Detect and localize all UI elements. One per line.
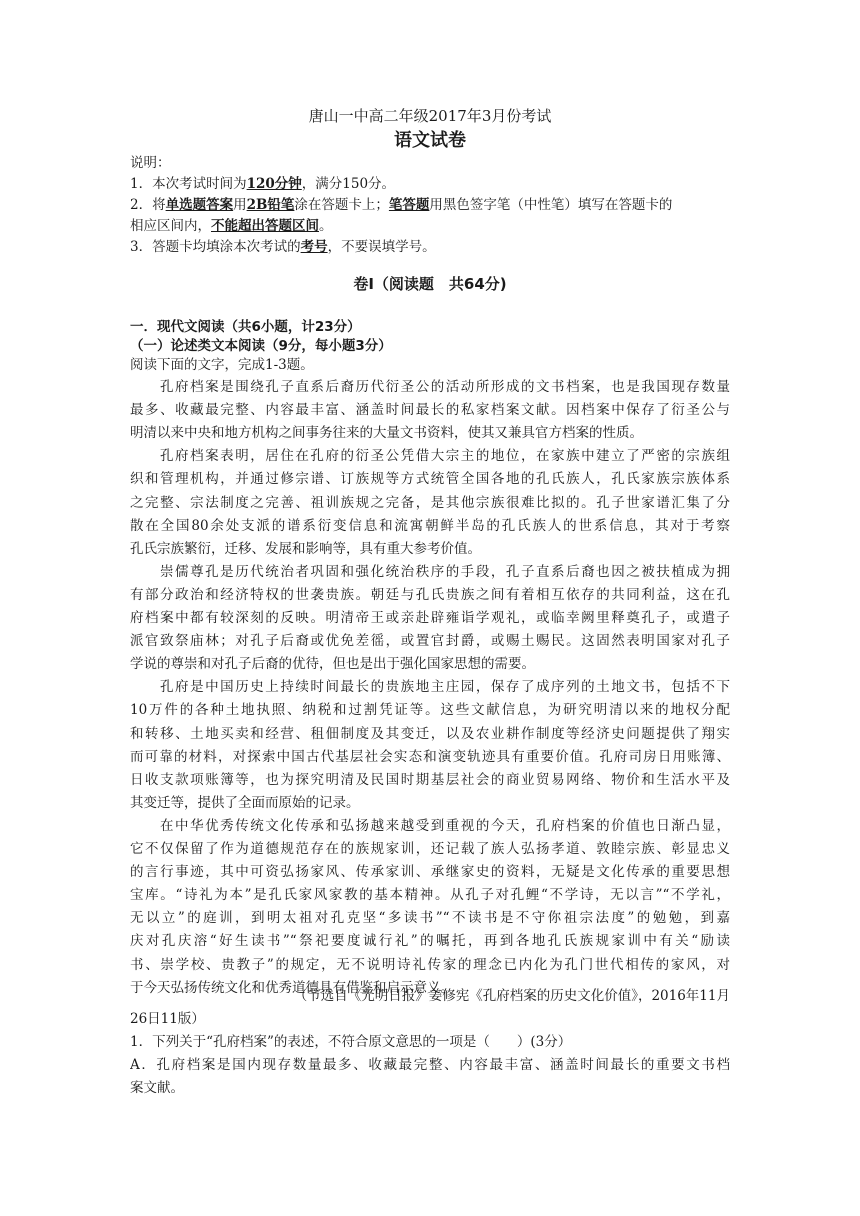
passage-line: 最多、收藏最完整、内容最丰富、涵盖时间最长的私家档案文献。因档案中保存了衍圣公与 [130,402,730,419]
part-title: 一．现代文阅读（共6小题，计23分） [130,319,361,335]
source-citation-line-2: 26日11版） [130,1011,205,1027]
passage-line: 孔府档案表明，居住在孔府的衍圣公凭借大宗主的地位，在家族中建立了严密的宗族组 [160,448,730,465]
instruction-text: 涂在答题卡上； [294,197,389,213]
passage-line: 而可靠的材料，对探索中国古代基层社会实态和演变轨迹具有重要价值。孔府司房日用账簿、 [130,748,730,765]
instruction-emphasis: 笔答题 [388,197,430,213]
passage-line: 庆对孔庆溶“好生读书”“祭祀要度诚行礼”的嘱托，再到各地孔氏族规家训中有关“励读 [130,933,730,950]
instruction-emphasis: 不能超出答题区间 [211,218,319,234]
passage-line: 孔府是中国历史上持续时间最长的贵族地主庄园，保存了成序列的土地文书，包括不下 [160,679,730,696]
passage-line: 派官致祭庙林；对孔子后裔或优免差徭，或置官封爵，或赐土赐民。这固然表明国家对孔子 [130,633,730,650]
instruction-emphasis: 120分钟 [246,176,302,192]
passage-line: 它不仅保留了作为道德规范存在的族规家训，还记载了族人弘扬孝道、敦睦宗族、彰显忠义 [130,841,730,857]
passage-line: 在中华优秀传统文化传承和弘扬越来越受到重视的今天，孔府档案的价值也日渐凸显， [160,817,730,834]
passage-line: 学说的尊崇和对孔子后裔的优待，但也是出于强化国家思想的需要。 [130,656,535,673]
instruction-item-1 [130,173,730,195]
passage-line: 书、崇学校、贵教子”的规定，无不说明诗礼传家的理念已内化为孔门世代相传的家风，对 [130,956,730,973]
instructions-heading: 说明： [130,155,171,171]
instruction-text: ，满分150分。 [301,176,396,192]
passage-line: 无以立”的庭训，到明太祖对孔克坚“多读书”“不读书是不守你祖宗法度”的勉勉，到嘉 [130,910,730,927]
instruction-text: 相应区间内， [130,218,211,234]
instruction-text: 1．本次考试时间为 [130,176,247,192]
instruction-text: 。 [319,218,333,234]
passage-line: 崇儒尊孔是历代统治者巩固和强化统治秩序的手段，孔子直系后裔也因之被扶植成为拥 [160,563,730,580]
paper-title: 语文试卷 [394,130,466,151]
passage-line: 散在全国80余处支派的谱系衍变信息和流寓朝鲜半岛的孔氏族人的世系信息，其对于考察 [130,517,730,534]
instruction-emphasis: 2B铅笔 [246,197,295,213]
passage-line: 孔府档案是围绕孔子直系后裔历代衍圣公的活动所形成的文书档案，也是我国现存数量 [160,379,730,395]
instruction-item-3 [130,236,730,258]
passage-line: 明清以来中央和地方机构之间事务往来的大量文书资料，使其又兼具官方档案的性质。 [130,425,643,442]
passage-line: 织和管理机构，并通过修宗谱、订族规等方式统管全国各地的孔氏族人，孔氏家族宗族体系 [130,471,730,488]
passage-line: 有部分政治和经济特权的世袭贵族。朝廷与孔氏贵族之间有着相互依存的共同利益，这在孔 [130,586,730,603]
instruction-emphasis: 单选题答案 [165,197,234,213]
instruction-emphasis: 考号 [300,239,328,255]
passage-line: 其变迁等，提供了全面而原始的记录。 [130,794,360,811]
passage-line: 的言行事迹，其中可资弘扬家风、传承家训、承继家史的资料，无疑是文化传承的重要思想 [130,864,730,881]
question-1-option-a: A．孔府档案是国内现存数量最多、收藏最完整、内容最丰富、涵盖时间最长的重要文书档 [130,1057,730,1073]
passage-line: 之完整、宗法制度之完善、祖训族规之完备，是其他宗族很难比拟的。孔子世家谱汇集了分 [130,494,730,511]
question-1-stem: 1．下列关于“孔府档案”的表述，不符合原文意思的一项是（ ）(3分） [130,1034,572,1050]
instruction-text: 用 [233,197,247,213]
volume-title: 卷Ⅰ（阅读题 共64分) [353,275,507,293]
passage-line: 和转移、土地买卖和经营、租佃制度及其变迁，以及农业耕作制度等经济史问题提供了翔实 [130,725,730,742]
passage-line: 日收支款项账簿等，也为探究明清及民国时期基层社会的商业贸易网络、物价和生活水平及 [130,771,730,788]
passage-line: 孔氏宗族繁衍，迁移、发展和影响等，具有重大参考价值。 [130,540,481,557]
instruction-text: ，不要误填学号。 [327,239,436,255]
instruction-text: 3．答题卡均填涂本次考试的 [130,239,301,255]
source-citation-line-1: （节选自《光明日报》姜修宪《孔府档案的历史文化价值》，2016年11月 [293,988,730,1004]
passage-line: 10万件的各种土地执照、纳税和过割凭证等。这些文献信息，为研究明清以来的地权分配 [130,702,730,719]
instruction-text: 用黑色签字笔（中性笔）填写在答题卡的 [429,197,673,213]
question-1-option-a-cont: 案文献。 [130,1080,184,1096]
instruction-text: 2．将 [130,197,166,213]
exam-title: 唐山一中高二年级2017年3月份考试 [308,107,552,125]
instruction-item-2-line-1 [130,194,730,216]
instruction-item-2-line-2 [130,215,730,237]
passage-line: 府档案中都有较深刻的反映。明清帝王或亲赴辟雍诣学观礼，或临幸阙里释奠孔子，或遣子 [130,610,730,626]
sub-section-title: （一）论述类文本阅读（9分，每小题3分） [130,338,392,354]
passage-line: 于今天弘扬传统文化和优秀道德具有借鉴和启示意义。 [130,979,454,996]
passage-line: 宝库。“诗礼为本”是孔氏家风家教的基本精神。从孔子对孔鲤“不学诗，无以言”“不学礼， [130,887,730,904]
reading-prompt: 阅读下面的文字，完成1-3题。 [130,357,314,373]
